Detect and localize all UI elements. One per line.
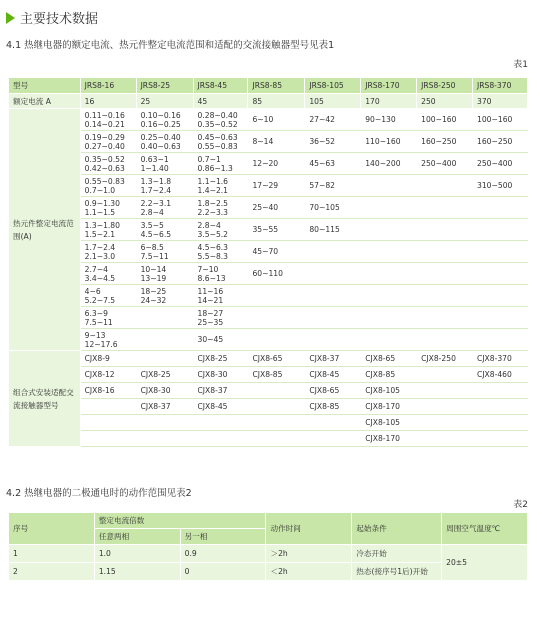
- thermal-cell: [361, 175, 417, 197]
- contactor-cell: [473, 399, 528, 415]
- thermal-row: [9, 153, 528, 175]
- thermal-row: [9, 263, 528, 285]
- contactor-cell: [417, 367, 473, 383]
- thermal-cell: 57~82: [305, 175, 361, 197]
- model-cell: JRS8-170: [361, 78, 417, 94]
- thermal-cell: 110~160: [361, 131, 417, 153]
- rated-cell: 170: [361, 94, 417, 109]
- contactor-row: [9, 431, 528, 447]
- thermal-cell: 0.9~1.30 1.1~1.5: [80, 197, 136, 219]
- thermal-cell: [248, 285, 305, 307]
- table1: [8, 77, 528, 447]
- thermal-cell: 2.2~3.1 2.8~4: [136, 197, 193, 219]
- thermal-cell: 140~200: [361, 153, 417, 175]
- contactor-cell: CJX8-65: [305, 383, 361, 399]
- thermal-cell: [473, 263, 528, 285]
- col-any-two-header: 任意两相: [94, 529, 180, 545]
- thermal-cell: [417, 175, 473, 197]
- thermal-cell: [417, 307, 473, 329]
- thermal-cell: 1.1~1.6 1.4~2.1: [193, 175, 248, 197]
- page-title: 主要技术数据: [20, 12, 99, 27]
- rated-cell: 370: [473, 94, 528, 109]
- thermal-cell: 3.5~5 4.5~6.5: [136, 219, 193, 241]
- contactor-cell: [248, 415, 305, 431]
- thermal-cell: 7~10 8.6~13: [193, 263, 248, 285]
- thermal-cell: [473, 197, 528, 219]
- thermal-cell: 6~8.5 7.5~11: [136, 241, 193, 263]
- thermal-label: 热元件整定电流范围(A): [9, 109, 81, 351]
- thermal-cell: 30~45: [193, 329, 248, 351]
- contactor-cell: [473, 415, 528, 431]
- contactor-cell: CJX8-12: [80, 367, 136, 383]
- contactor-row: [9, 415, 528, 431]
- thermal-cell: 4.5~6.3 5.5~8.3: [193, 241, 248, 263]
- model-cell: JRS8-25: [136, 78, 193, 94]
- thermal-cell: 6.3~9 7.5~11: [80, 307, 136, 329]
- col-temp-header: 周围空气温度℃: [442, 513, 528, 545]
- thermal-cell: 160~250: [473, 131, 528, 153]
- thermal-cell: 4~6 5.2~7.5: [80, 285, 136, 307]
- contactor-row: [9, 367, 528, 383]
- contactor-cell: CJX8-65: [361, 351, 417, 367]
- thermal-row: [9, 307, 528, 329]
- table2-cell: 1.15: [94, 563, 180, 581]
- contactor-cell: CJX8-9: [80, 351, 136, 367]
- contactor-cell: [473, 383, 528, 399]
- contactor-cell: CJX8-25: [136, 367, 193, 383]
- contactor-cell: [417, 399, 473, 415]
- contactor-cell: [193, 415, 248, 431]
- contactor-cell: CJX8-250: [417, 351, 473, 367]
- col-other-header: 另一相: [180, 529, 266, 545]
- thermal-cell: 100~160: [473, 109, 528, 131]
- section2-heading: 4.2 热继电器的二极通电时的动作范围见表2: [6, 488, 192, 499]
- thermal-cell: 18~27 25~35: [193, 307, 248, 329]
- thermal-cell: [305, 329, 361, 351]
- thermal-cell: 0.55~0.83 0.7~1.0: [80, 175, 136, 197]
- thermal-cell: 10~14 13~19: [136, 263, 193, 285]
- contactor-cell: CJX8-30: [193, 367, 248, 383]
- contactor-label: 组合式安装适配交流接触器型号: [9, 351, 81, 447]
- thermal-cell: 1.8~2.5 2.2~3.3: [193, 197, 248, 219]
- thermal-cell: [248, 307, 305, 329]
- col-multiple-header: 整定电流倍数: [94, 513, 266, 529]
- triangle-bullet-icon: [6, 12, 15, 24]
- thermal-cell: [417, 219, 473, 241]
- thermal-cell: 0.19~0.29 0.27~0.40: [80, 131, 136, 153]
- thermal-cell: 0.63~1 1~1.40: [136, 153, 193, 175]
- thermal-cell: 36~52: [305, 131, 361, 153]
- thermal-cell: 0.28~0.40 0.35~0.52: [193, 109, 248, 131]
- contactor-row: [9, 351, 528, 367]
- thermal-cell: 35~55: [248, 219, 305, 241]
- table2-cell: ＜2h: [266, 563, 352, 581]
- thermal-row: [9, 329, 528, 351]
- thermal-cell: 18~25 24~32: [136, 285, 193, 307]
- thermal-row: [9, 175, 528, 197]
- contactor-cell: [305, 431, 361, 447]
- contactor-cell: CJX8-25: [193, 351, 248, 367]
- rated-cell: 45: [193, 94, 248, 109]
- model-cell: JRS8-370: [473, 78, 528, 94]
- contactor-cell: CJX8-170: [361, 431, 417, 447]
- contactor-row: [9, 383, 528, 399]
- thermal-cell: 12~20: [248, 153, 305, 175]
- rated-cell: 250: [417, 94, 473, 109]
- rated-cell: 25: [136, 94, 193, 109]
- contactor-cell: CJX8-37: [305, 351, 361, 367]
- thermal-cell: [473, 307, 528, 329]
- contactor-cell: [305, 415, 361, 431]
- thermal-cell: 70~105: [305, 197, 361, 219]
- section1-heading: 4.1 热继电器的额定电流、热元件整定电流范围和适配的交流接触器型号见表1: [6, 40, 335, 51]
- contactor-row: [9, 399, 528, 415]
- contactor-cell: [417, 415, 473, 431]
- contactor-cell: [248, 431, 305, 447]
- thermal-cell: 160~250: [417, 131, 473, 153]
- table2: [8, 512, 528, 581]
- contactor-cell: CJX8-85: [305, 399, 361, 415]
- contactor-cell: [417, 383, 473, 399]
- contactor-cell: [473, 431, 528, 447]
- thermal-cell: 27~42: [305, 109, 361, 131]
- contactor-cell: CJX8-460: [473, 367, 528, 383]
- table2-cell: 0.9: [180, 545, 266, 563]
- contactor-cell: [136, 351, 193, 367]
- contactor-cell: CJX8-37: [136, 399, 193, 415]
- thermal-row: [9, 197, 528, 219]
- contactor-cell: CJX8-105: [361, 383, 417, 399]
- thermal-cell: 0.10~0.16 0.16~0.25: [136, 109, 193, 131]
- thermal-cell: [305, 241, 361, 263]
- model-cell: JRS8-250: [417, 78, 473, 94]
- thermal-cell: 45~70: [248, 241, 305, 263]
- thermal-cell: [305, 285, 361, 307]
- thermal-cell: 11~16 14~21: [193, 285, 248, 307]
- thermal-cell: 45~63: [305, 153, 361, 175]
- contactor-cell: [417, 431, 473, 447]
- table2-label: 表2: [513, 500, 528, 510]
- thermal-cell: [136, 307, 193, 329]
- thermal-cell: [361, 329, 417, 351]
- thermal-cell: 60~110: [248, 263, 305, 285]
- rated-cell: 16: [80, 94, 136, 109]
- model-cell: JRS8-105: [305, 78, 361, 94]
- thermal-cell: [136, 329, 193, 351]
- thermal-cell: 1.7~2.4 2.1~3.0: [80, 241, 136, 263]
- thermal-cell: 80~115: [305, 219, 361, 241]
- rated-row: [9, 94, 528, 109]
- contactor-cell: CJX8-370: [473, 351, 528, 367]
- thermal-cell: 310~500: [473, 175, 528, 197]
- thermal-cell: 17~29: [248, 175, 305, 197]
- contactor-cell: [248, 399, 305, 415]
- thermal-cell: [417, 241, 473, 263]
- model-label: 型号: [9, 78, 81, 94]
- contactor-cell: CJX8-170: [361, 399, 417, 415]
- thermal-cell: [473, 219, 528, 241]
- thermal-cell: [305, 263, 361, 285]
- table2-cell: 热态(接序号1后)开始: [352, 563, 442, 581]
- thermal-cell: [361, 197, 417, 219]
- thermal-cell: 1.3~1.8 1.7~2.4: [136, 175, 193, 197]
- rated-cell: 105: [305, 94, 361, 109]
- contactor-cell: CJX8-85: [248, 367, 305, 383]
- rated-cell: 85: [248, 94, 305, 109]
- thermal-cell: 0.45~0.63 0.55~0.83: [193, 131, 248, 153]
- table1-label: 表1: [513, 60, 528, 70]
- table2-cell: ＞2h: [266, 545, 352, 563]
- contactor-cell: CJX8-45: [193, 399, 248, 415]
- thermal-cell: [417, 263, 473, 285]
- model-cell: JRS8-45: [193, 78, 248, 94]
- contactor-cell: CJX8-65: [248, 351, 305, 367]
- thermal-cell: [305, 307, 361, 329]
- thermal-cell: 100~160: [417, 109, 473, 131]
- table2-cell: 0: [180, 563, 266, 581]
- contactor-cell: CJX8-85: [361, 367, 417, 383]
- thermal-cell: 0.11~0.16 0.14~0.21: [80, 109, 136, 131]
- thermal-cell: [361, 285, 417, 307]
- thermal-cell: 1.3~1.80 1.5~2.1: [80, 219, 136, 241]
- contactor-cell: [80, 399, 136, 415]
- thermal-row: [9, 285, 528, 307]
- thermal-row: [9, 219, 528, 241]
- contactor-cell: CJX8-105: [361, 415, 417, 431]
- thermal-cell: [473, 329, 528, 351]
- col-seq-header: 序号: [9, 513, 95, 545]
- thermal-cell: [417, 197, 473, 219]
- contactor-cell: CJX8-37: [193, 383, 248, 399]
- model-row: [9, 78, 528, 94]
- thermal-cell: 90~130: [361, 109, 417, 131]
- thermal-cell: 250~400: [417, 153, 473, 175]
- contactor-cell: [248, 383, 305, 399]
- table2-cell: 1: [9, 545, 95, 563]
- thermal-cell: 250~400: [473, 153, 528, 175]
- thermal-cell: 0.25~0.40 0.40~0.63: [136, 131, 193, 153]
- thermal-cell: 0.7~1 0.86~1.3: [193, 153, 248, 175]
- contactor-cell: [136, 415, 193, 431]
- thermal-row: [9, 241, 528, 263]
- thermal-cell: 2.7~4 3.4~4.5: [80, 263, 136, 285]
- thermal-cell: [417, 285, 473, 307]
- thermal-cell: [361, 307, 417, 329]
- table2-cell: 1.0: [94, 545, 180, 563]
- contactor-cell: CJX8-45: [305, 367, 361, 383]
- table2-cell: 冷态开始: [352, 545, 442, 563]
- thermal-row: [9, 109, 528, 131]
- thermal-cell: 6~10: [248, 109, 305, 131]
- contactor-cell: [80, 415, 136, 431]
- table2-temp-cell: 20±5: [442, 545, 528, 581]
- col-time-header: 动作时间: [266, 513, 352, 545]
- thermal-cell: 25~40: [248, 197, 305, 219]
- section-title: [6, 8, 98, 27]
- contactor-cell: [136, 431, 193, 447]
- contactor-cell: CJX8-30: [136, 383, 193, 399]
- thermal-row: [9, 131, 528, 153]
- rated-label: 额定电流 A: [9, 94, 81, 109]
- model-cell: JRS8-85: [248, 78, 305, 94]
- thermal-cell: 0.35~0.52 0.42~0.63: [80, 153, 136, 175]
- col-start-header: 起始条件: [352, 513, 442, 545]
- thermal-cell: [361, 241, 417, 263]
- thermal-cell: [473, 285, 528, 307]
- contactor-cell: [80, 431, 136, 447]
- thermal-cell: [361, 219, 417, 241]
- model-cell: JRS8-16: [80, 78, 136, 94]
- thermal-cell: [417, 329, 473, 351]
- contactor-cell: CJX8-16: [80, 383, 136, 399]
- thermal-cell: 2.8~4 3.5~5.2: [193, 219, 248, 241]
- thermal-cell: 9~13 12~17.6: [80, 329, 136, 351]
- thermal-cell: [473, 241, 528, 263]
- thermal-cell: [361, 263, 417, 285]
- thermal-cell: [248, 329, 305, 351]
- thermal-cell: 8~14: [248, 131, 305, 153]
- contactor-cell: [193, 431, 248, 447]
- table2-cell: 2: [9, 563, 95, 581]
